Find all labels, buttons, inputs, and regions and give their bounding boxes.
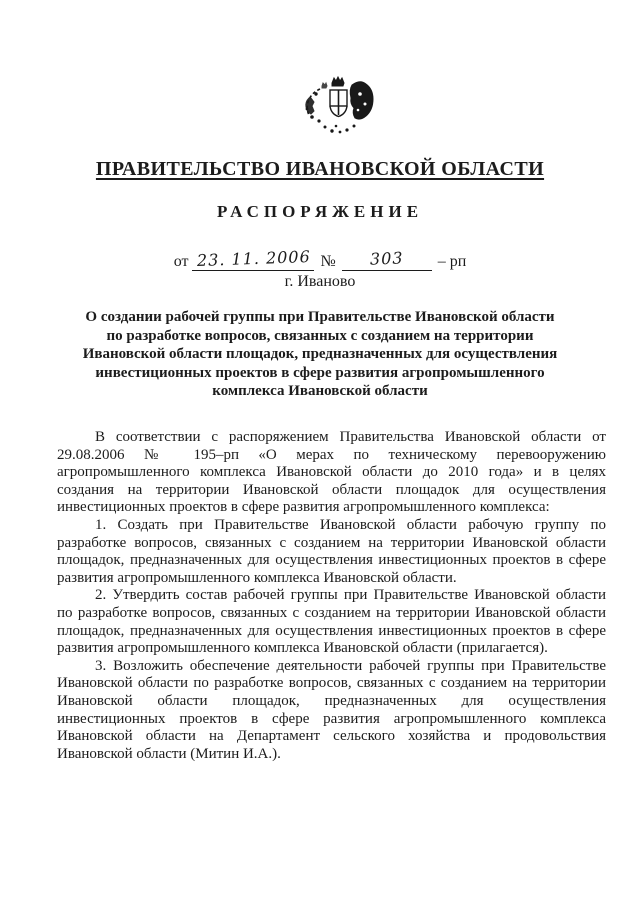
- number-blank: [342, 248, 432, 271]
- doc-type-heading: РАСПОРЯЖЕНИЕ: [216, 202, 424, 221]
- date-from-label: от: [173, 253, 189, 270]
- title-line: Ивановской области площадок, предназначенных для осуществления: [82, 346, 558, 363]
- date-blank: [192, 247, 314, 271]
- handwritten-date: 23. 11. 2006: [196, 247, 311, 270]
- title-line: по разработке вопросов, связанных с созданием на территории: [106, 327, 534, 344]
- body-paragraph-intro: В соответствии с распоряжением Правительства Ивановской области от 29.08.2006 № 195–рп «О мерах по техническому перевооружению агропромышленного комплекса Ивановской области до 2010 года» и в целях создания на территории Ивановской области площадок для осуществления инвестиционных проектов в сфере развития агропромышленного комплекса:: [57, 429, 606, 516]
- doc-type-suffix: – рп: [437, 253, 467, 270]
- body-paragraph-item1: 1. Создать при Правительстве Ивановской области рабочую группу по разработке вопросов, связанных с созданием на территории Ивановской области площадок, предназначенных для осуществления инвестиционных проектов в сфере развития агропромышленного комплекса Ивановской области.: [57, 516, 606, 586]
- org-name-heading: ПРАВИТЕЛЬСТВО ИВАНОВСКОЙ ОБЛАСТИ: [95, 158, 545, 180]
- title-line: О создании рабочей группы при Правительстве Ивановской области: [85, 309, 555, 325]
- doc-title: [38, 308, 602, 401]
- title-line: инвестиционных проектов в сфере развития агропромышленного: [95, 364, 545, 381]
- doc-body: [57, 429, 606, 763]
- ivanovo-oblast-coat-of-arms-icon: [292, 74, 384, 147]
- handwritten-number: 303: [369, 248, 404, 269]
- city-line: г. Иваново: [284, 273, 356, 290]
- date-number-line: [0, 247, 640, 271]
- number-sign: №: [320, 253, 336, 270]
- body-paragraph-item3: 3. Возложить обеспечение деятельности рабочей группы при Правительстве Ивановской области по разработке вопросов, связанных с созданием на территории Ивановской области площадок, предназначенных для осуществления инвестиционных проектов в сфере развития агропромышленного комплекса Ивановской области на Департамент сельского хозяйства и продовольствия Ивановской области (Митин И.А.).: [57, 657, 606, 762]
- title-line: комплекса Ивановской области: [212, 383, 428, 400]
- body-paragraph-item2: 2. Утвердить состав рабочей группы при Правительстве Ивановской области по разработке вопросов, связанных с созданием на территории Ивановской области площадок, предназначенных для осуществления инвестиционных проектов в сфере развития агропромышленного комплекса Ивановской области (прилагается).: [57, 587, 606, 657]
